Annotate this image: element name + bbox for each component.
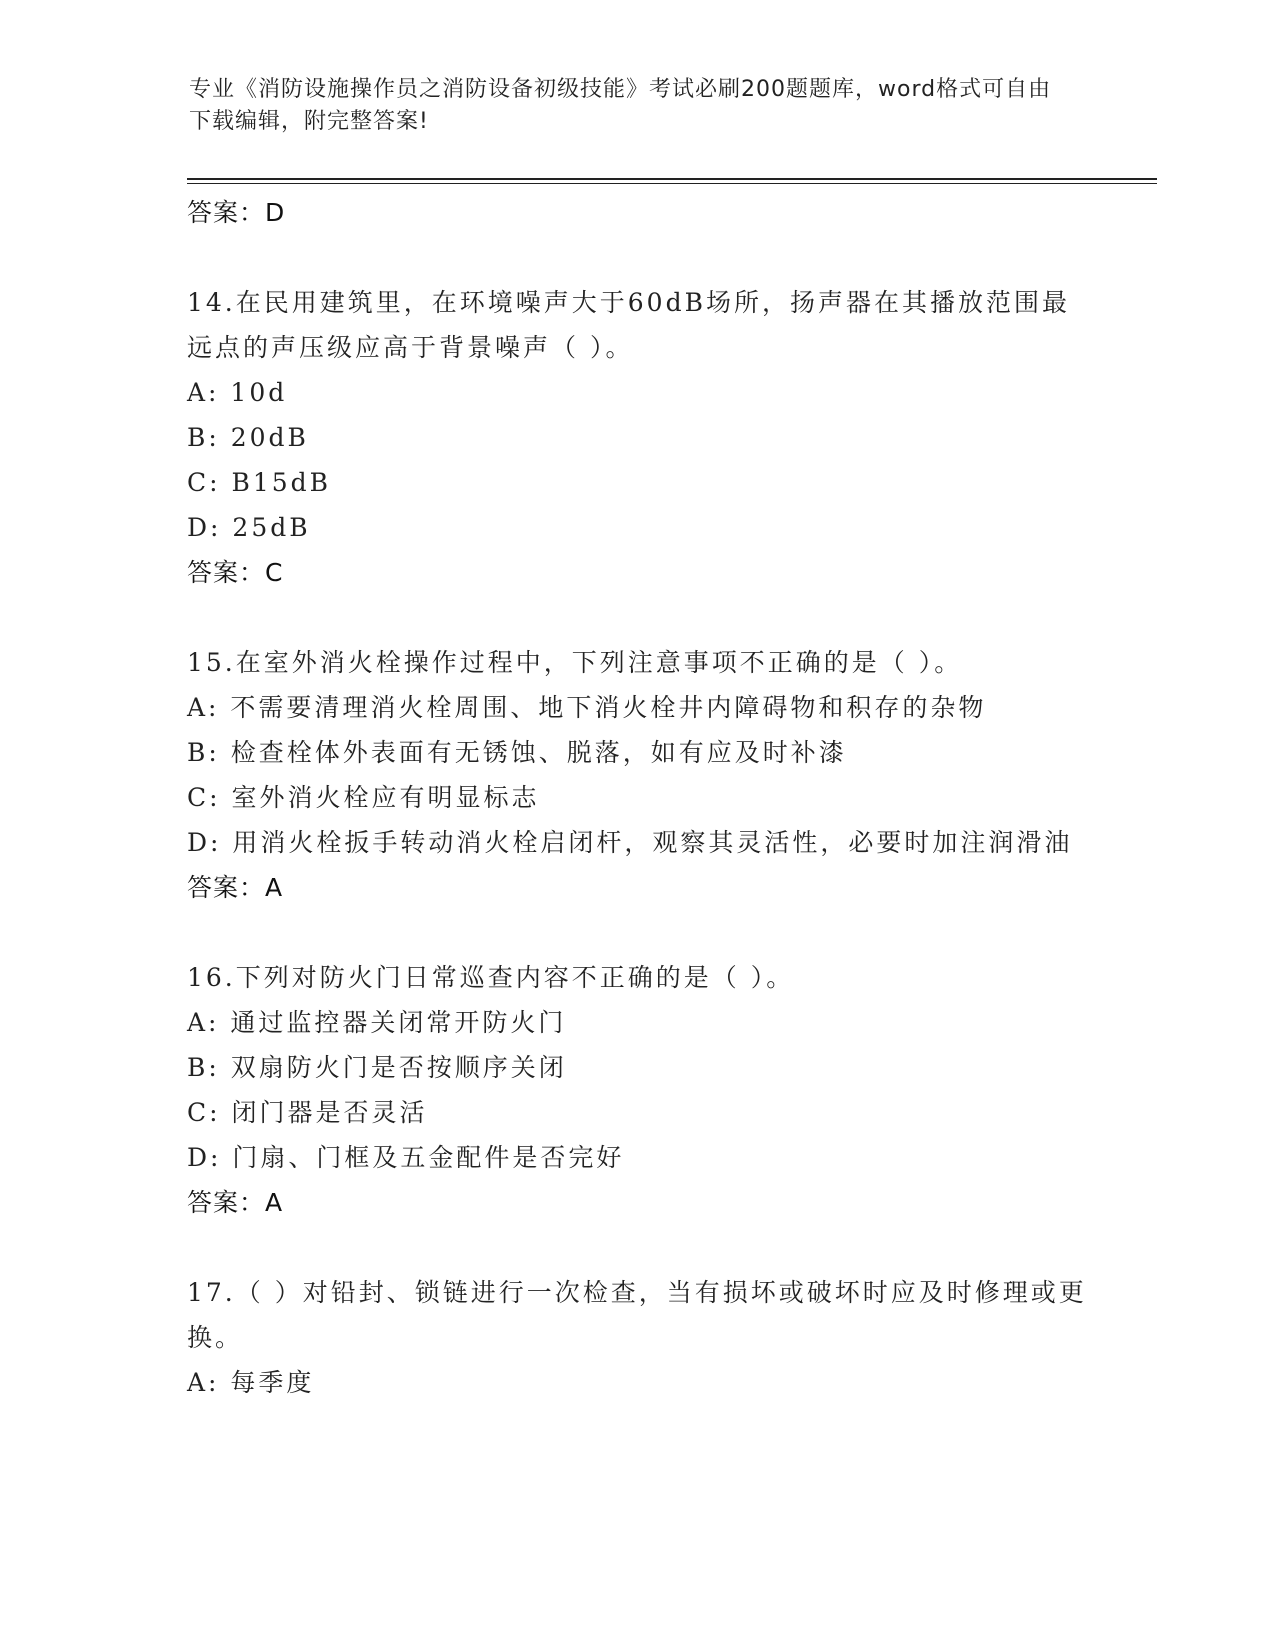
answer-line: 答案：C (187, 558, 284, 587)
option-d: D: 用消火栓扳手转动消火栓启闭杆，观察其灵活性，必要时加注润滑油 (187, 828, 1073, 857)
option-a: A: 通过监控器关闭常开防火门 (187, 1008, 567, 1037)
option-a: A: 每季度 (187, 1368, 315, 1397)
question-block-17 (187, 1270, 1087, 1405)
option-b: B: 20dB (187, 423, 309, 452)
question-block-16 (187, 955, 1087, 1225)
question-text: 17.（ ）对铅封、锁链进行一次检查，当有损坏或破坏时应及时修理或更换。 (187, 1278, 1087, 1352)
answer-line: 答案：D (187, 198, 286, 227)
option-d: D: 25dB (187, 513, 311, 542)
document-header: 专业《消防设施操作员之消防设备初级技能》考试必刷200题题库，word格式可自由下载编辑，附完整答案! (189, 77, 1052, 134)
option-a: A: 10d (187, 378, 288, 407)
option-a: A: 不需要清理消火栓周围、地下消火栓井内障碍物和积存的杂物 (187, 693, 987, 722)
header-rule-thin (187, 183, 1157, 184)
option-b: B: 双扇防火门是否按顺序关闭 (187, 1053, 567, 1082)
option-c: C: B15dB (187, 468, 332, 497)
option-c: C: 闭门器是否灵活 (187, 1098, 428, 1127)
question-text: 16.下列对防火门日常巡查内容不正确的是（ ）。 (187, 963, 795, 992)
option-c: C: 室外消火栓应有明显标志 (187, 783, 540, 812)
answer-line: 答案：A (187, 873, 284, 902)
header-rule-thick (187, 178, 1157, 180)
question-text: 14.在民用建筑里，在环境噪声大于60dB场所，扬声器在其播放范围最远点的声压级应高于背景噪声（ ）。 (187, 288, 1070, 362)
option-d: D: 门扇、门框及五金配件是否完好 (187, 1143, 625, 1172)
question-block-15 (187, 640, 1087, 910)
option-b: B: 检查栓体外表面有无锈蚀、脱落，如有应及时补漆 (187, 738, 847, 767)
question-block-14 (187, 280, 1087, 595)
answer-line: 答案：A (187, 1188, 284, 1217)
question-content (187, 190, 1087, 1405)
question-text: 15.在室外消火栓操作过程中，下列注意事项不正确的是（ ）。 (187, 648, 963, 677)
